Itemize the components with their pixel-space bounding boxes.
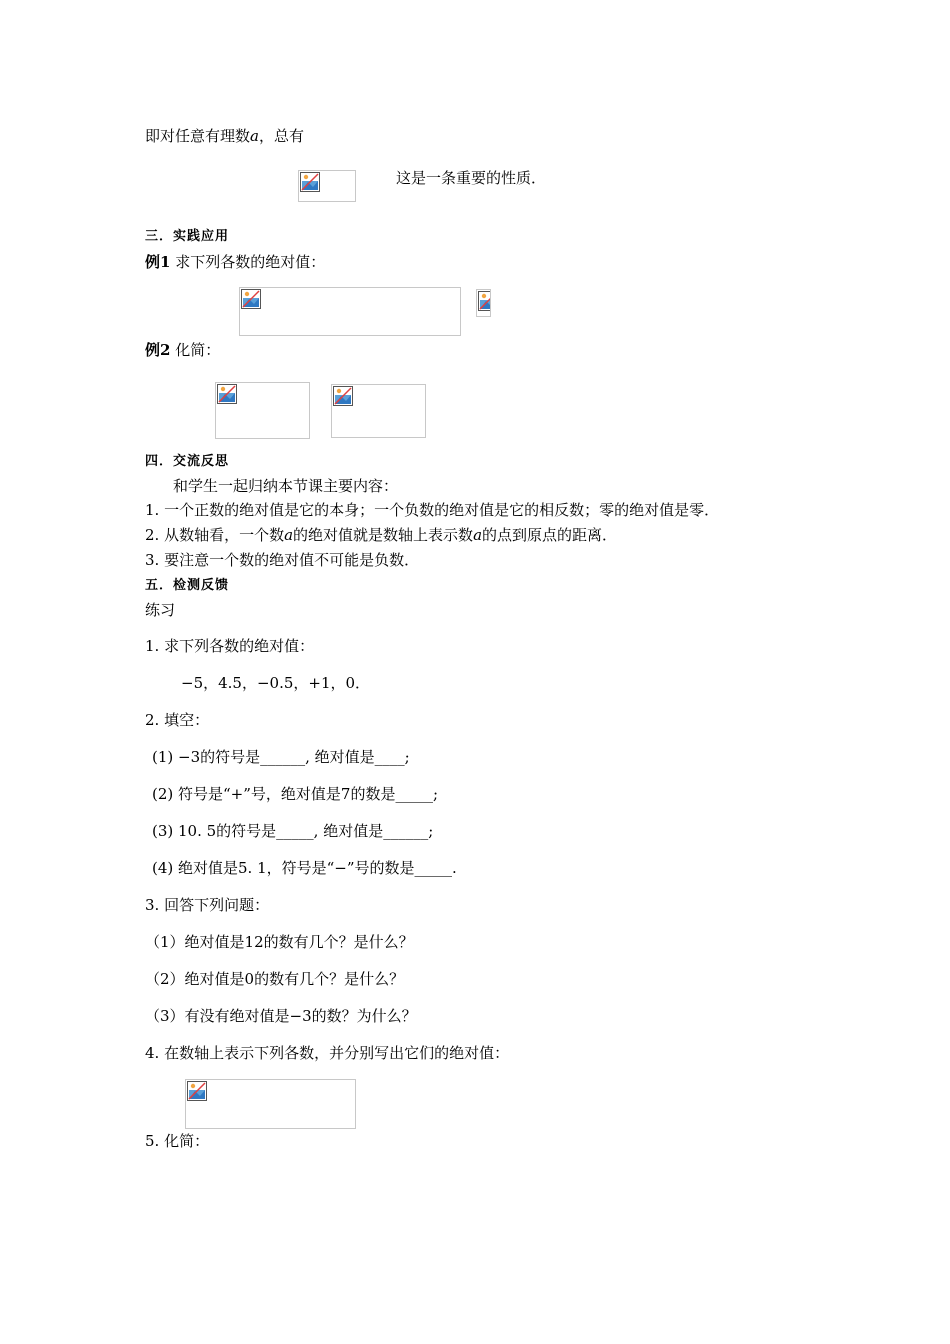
section5-heading: 五．检测反馈 (145, 578, 230, 593)
summary-item-2-b: 的绝对值就是数轴上表示数 (293, 526, 474, 544)
practice-label: 练习 (145, 601, 176, 619)
example2-image-2 (331, 384, 426, 438)
var-a: a (250, 127, 259, 145)
example1-label: 例1 (145, 253, 171, 271)
example2-label: 例2 (145, 341, 171, 359)
example2 (145, 340, 220, 360)
question-3-1: （1）绝对值是12的数有几个？是什么？ (145, 933, 414, 951)
question-2: 2. 填空： (145, 711, 210, 729)
formula-image (298, 170, 356, 202)
question-3-2: （2）绝对值是0的数有几个？是什么？ (145, 970, 405, 988)
example2-image-1 (215, 382, 310, 439)
summary-item-2-a: 2. 从数轴看，一个数 (145, 526, 285, 544)
example1-text: 求下列各数的绝对值： (170, 253, 326, 271)
broken-image-icon (300, 172, 320, 192)
question-4: 4. 在数轴上表示下列各数，并分别写出它们的绝对值： (145, 1044, 510, 1062)
example1-image-small (476, 289, 491, 317)
example1-image (239, 287, 461, 336)
example1 (145, 252, 325, 272)
section4-intro: 和学生一起归纳本节课主要内容： (173, 477, 399, 495)
question-3-3: （3）有没有绝对值是−3的数？为什么？ (145, 1007, 417, 1025)
question-4-image (185, 1079, 356, 1129)
summary-item-1: 1. 一个正数的绝对值是它的本身；一个负数的绝对值是它的相反数；零的绝对值是零． (145, 501, 720, 519)
summary-item-3: 3. 要注意一个数的绝对值不可能是负数． (145, 551, 420, 569)
summary-item-2 (145, 525, 617, 545)
question-2-3: (3) 10. 5的符号是_____, 绝对值是______; (152, 822, 434, 840)
broken-image-icon (478, 291, 491, 311)
intro-line (145, 126, 304, 146)
var-a: a (473, 526, 483, 544)
question-2-1: (1) −3的符号是______, 绝对值是____; (152, 748, 410, 766)
broken-image-icon (241, 289, 261, 309)
question-5: 5. 化简： (145, 1132, 210, 1150)
intro-text: 即对任意有理数 (145, 127, 251, 145)
broken-image-icon (217, 384, 237, 404)
broken-image-icon (187, 1081, 207, 1101)
var-a: a (284, 526, 294, 544)
question-2-4: (4) 绝对值是5. 1，符号是“−”号的数是_____. (152, 859, 457, 877)
section4-heading: 四．交流反思 (145, 454, 230, 469)
section3-heading: 三．实践应用 (145, 229, 230, 244)
summary-item-2-c: 的点到原点的距离． (482, 526, 618, 544)
question-3: 3. 回答下列问题： (145, 896, 270, 914)
broken-image-icon (333, 386, 353, 406)
question-2-2: (2) 符号是“+”号，绝对值是7的数是_____; (152, 785, 439, 803)
intro-text-suffix: ，总有 (258, 127, 304, 145)
question-1-values: −5，4.5，−0.5，+1，0． (181, 674, 371, 692)
property-note: 这是一条重要的性质． (396, 169, 547, 187)
example2-text: 化简： (170, 341, 221, 359)
question-1: 1. 求下列各数的绝对值： (145, 637, 315, 655)
